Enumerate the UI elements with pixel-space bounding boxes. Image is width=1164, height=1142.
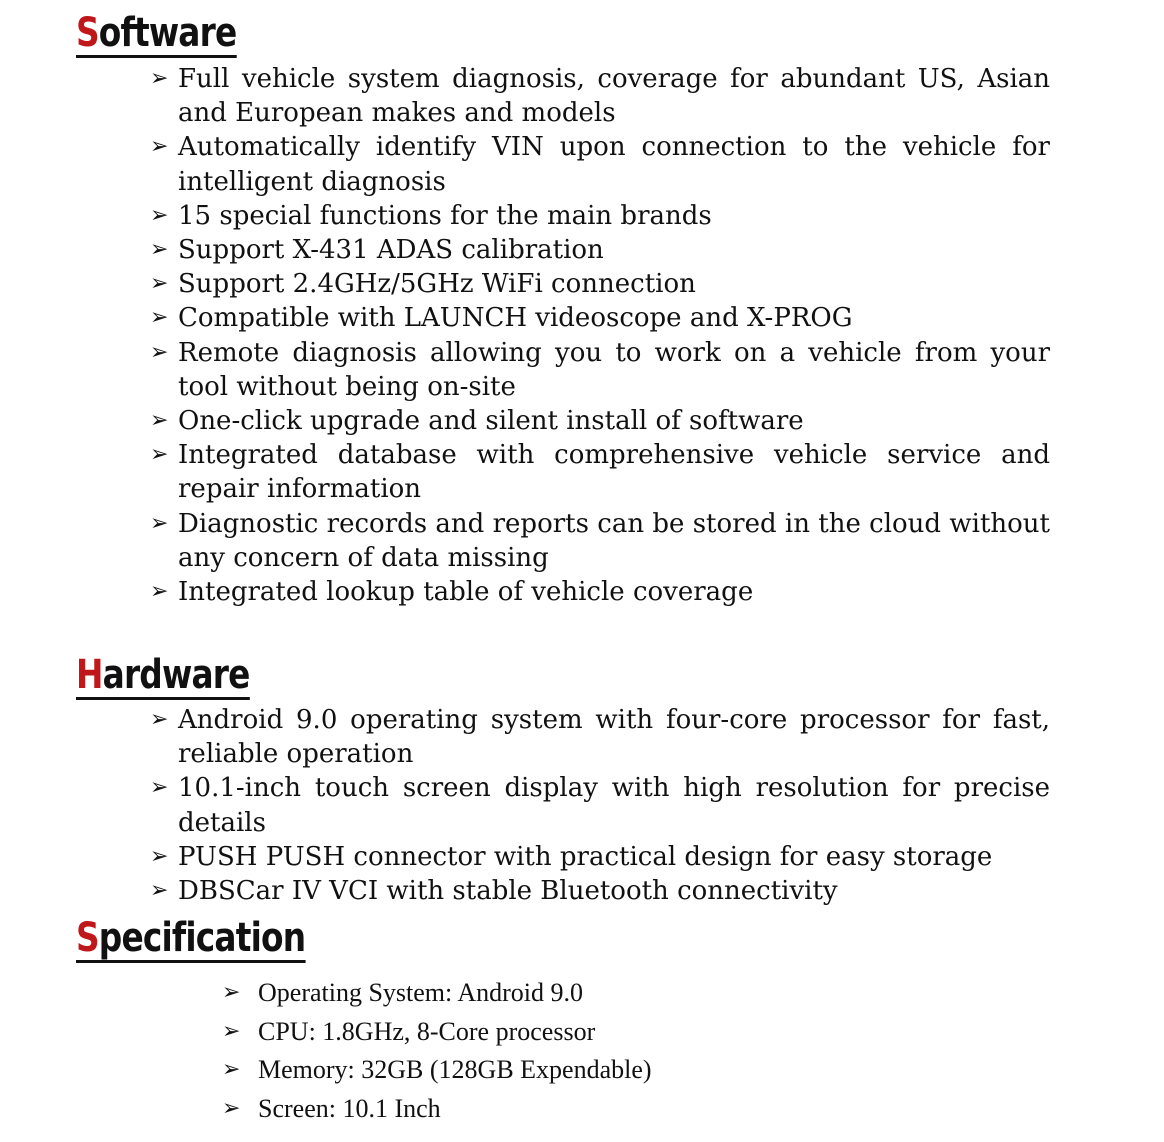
hardware-list: [150, 703, 1050, 908]
list-item: ➢ Integrated database with comprehensive vehicle service and repair information: [150, 440, 1050, 505]
list-item: ➢ Integrated lookup table of vehicle coverage: [150, 575, 1050, 609]
software-list: [150, 62, 1050, 609]
hardware-heading-initial: H: [76, 652, 103, 698]
arrow-bullet-icon: ➢: [150, 775, 169, 801]
software-heading-initial: S: [76, 10, 99, 56]
arrow-bullet-icon: ➢: [222, 1096, 241, 1122]
arrow-bullet-icon: ➢: [150, 305, 169, 331]
specification-heading-initial: S: [76, 915, 99, 961]
arrow-bullet-icon: ➢: [150, 878, 169, 904]
arrow-bullet-icon: ➢: [150, 134, 169, 160]
list-item: ➢ Screen: 10.1 Inch: [222, 1090, 652, 1129]
arrow-bullet-icon: ➢: [150, 843, 169, 869]
list-item: ➢ Diagnostic records and reports can be stored in the cloud without any concern of data missing: [150, 508, 1050, 573]
specification-heading-rest: pecification: [98, 915, 306, 961]
list-item: ➢ 15 special functions for the main brands: [150, 199, 1050, 233]
specification-list: [222, 974, 652, 1129]
list-item: ➢ Operating System: Android 9.0: [222, 974, 652, 1013]
hardware-heading: [76, 652, 250, 700]
arrow-bullet-icon: ➢: [222, 1018, 241, 1044]
software-heading-rest: oftware: [98, 10, 237, 56]
arrow-bullet-icon: ➢: [150, 510, 169, 536]
software-heading: [76, 10, 237, 58]
list-item: ➢ Support 2.4GHz/5GHz WiFi connection: [150, 267, 1050, 301]
list-item: ➢ CPU: 1.8GHz, 8-Core processor: [222, 1013, 652, 1052]
arrow-bullet-icon: ➢: [150, 202, 169, 228]
list-item: ➢ 10.1-inch touch screen display with high resolution for precise details: [150, 773, 1050, 838]
list-item: ➢ One-click upgrade and silent install of software: [150, 404, 1050, 438]
arrow-bullet-icon: ➢: [150, 66, 169, 91]
arrow-bullet-icon: ➢: [150, 707, 169, 732]
specification-heading: [76, 915, 306, 963]
arrow-bullet-icon: ➢: [222, 980, 241, 1005]
arrow-bullet-icon: ➢: [150, 237, 169, 263]
list-item: ➢ Remote diagnosis allowing you to work on a vehicle from your tool without being on-site: [150, 337, 1050, 402]
list-item: ➢ Automatically identify VIN upon connection to the vehicle for intelligent diagnosis: [150, 132, 1050, 197]
list-item: ➢ Support X-431 ADAS calibration: [150, 233, 1050, 267]
list-item: ➢ Memory: 32GB (128GB Expendable): [222, 1051, 652, 1090]
hardware-heading-rest: ardware: [102, 652, 250, 698]
arrow-bullet-icon: ➢: [150, 271, 169, 297]
arrow-bullet-icon: ➢: [150, 442, 169, 468]
arrow-bullet-icon: ➢: [150, 339, 169, 365]
arrow-bullet-icon: ➢: [150, 579, 169, 605]
list-item: ➢ PUSH PUSH connector with practical design for easy storage: [150, 840, 1050, 874]
arrow-bullet-icon: ➢: [150, 408, 169, 434]
list-item: ➢ Android 9.0 operating system with four-core processor for fast, reliable operation: [150, 705, 1050, 770]
list-item: ➢ DBSCar IV VCI with stable Bluetooth connectivity: [150, 874, 1050, 908]
list-item: ➢ Full vehicle system diagnosis, coverage for abundant US, Asian and European makes and models: [150, 64, 1050, 129]
list-item: ➢ Compatible with LAUNCH videoscope and X-PROG: [150, 301, 1050, 335]
arrow-bullet-icon: ➢: [222, 1057, 241, 1083]
